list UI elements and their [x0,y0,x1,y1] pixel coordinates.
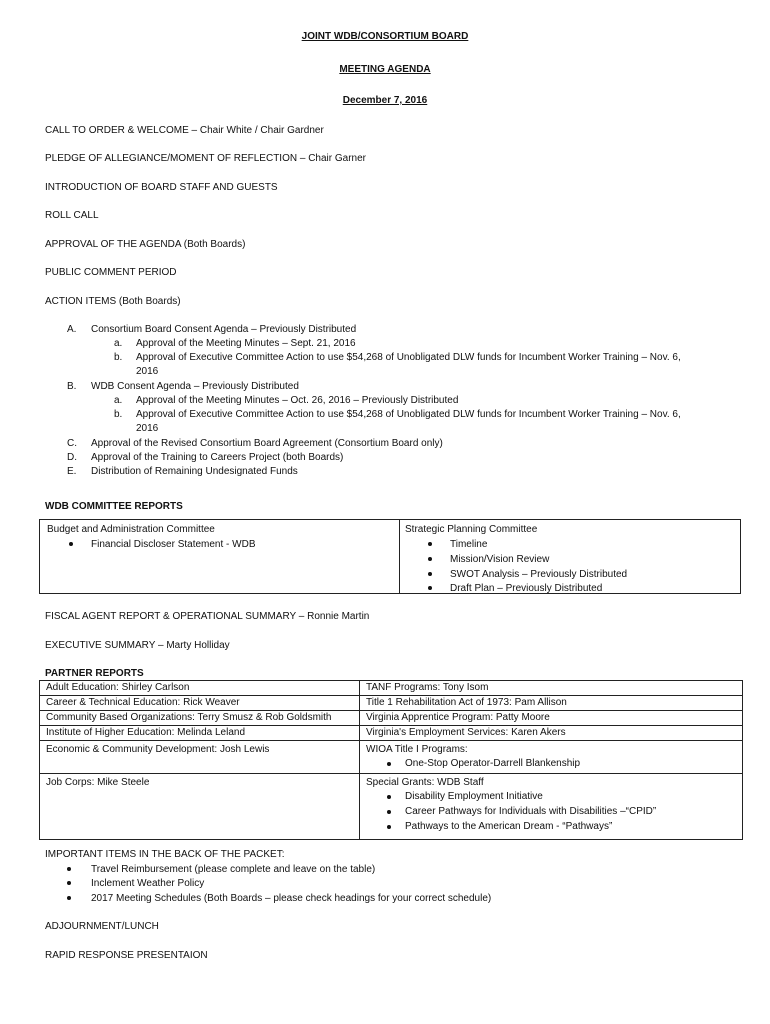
bullet-icon [387,825,391,829]
action-b-a-marker: a. [114,395,123,406]
committee-right-bullet [428,538,432,551]
committee-table [39,519,741,594]
action-e-text: Distribution of Remaining Undesignated Funds [91,466,298,477]
important-item: Inclement Weather Policy [91,878,205,889]
table-cell: Adult Education: Shirley Carlson [40,681,360,696]
committee-left-title: Budget and Administration Committee [47,524,215,535]
action-e-marker: E. [67,466,77,477]
agenda-call-to-order: CALL TO ORDER & WELCOME – Chair White / Chair Gardner [45,125,324,136]
table-cell: Virginia Apprentice Program: Patty Moore [360,711,743,726]
table-cell: Virginia's Employment Services: Karen Akers [360,726,743,741]
important-item: 2017 Meeting Schedules (Both Boards – please check headings for your correct schedule) [91,893,492,904]
bullet-icon [67,892,71,905]
adjournment: ADJOURNMENT/LUNCH [45,921,159,932]
committee-right-item: SWOT Analysis – Previously Distributed [450,569,628,580]
rapid-response: RAPID RESPONSE PRESENTAION [45,950,208,961]
agenda-approval: APPROVAL OF THE AGENDA (Both Boards) [45,239,246,250]
action-a-a-text: Approval of the Meeting Minutes – Sept. 21, 2016 [136,338,356,349]
fiscal-agent-report: FISCAL AGENT REPORT & OPERATIONAL SUMMARY – Ronnie Martin [45,611,370,622]
table-cell: Title 1 Rehabilitation Act of 1973: Pam Allison [360,696,743,711]
committee-heading: WDB COMMITTEE REPORTS [45,501,183,512]
table-cell: Job Corps: Mike Steele [40,774,360,840]
list-item-text: One-Stop Operator-Darrell Blankenship [405,758,581,769]
table-cell: Career & Technical Education: Rick Weaver [40,696,360,711]
action-a-a-marker: a. [114,338,123,349]
list-item-text: Disability Employment Initiative [405,791,543,802]
action-b-b-cont: 2016 [136,423,159,434]
action-a-b-text: Approval of Executive Committee Action to use $54,268 of Unobligated DLW funds for Incumbent Worker Training – Nov. 6, [136,352,681,363]
bullet-icon [67,863,71,876]
action-b-text: WDB Consent Agenda – Previously Distributed [91,381,299,392]
list-item [366,790,742,804]
action-b-b-text: Approval of Executive Committee Action to use $54,268 of Unobligated DLW funds for Incumbent Worker Training – Nov. 6, [136,409,681,420]
committee-right-title: Strategic Planning Committee [405,524,538,535]
action-a-b-marker: b. [114,352,123,363]
table-cell [360,741,743,774]
action-c-text: Approval of the Revised Consortium Board Agreement (Consortium Board only) [91,438,443,449]
document-subtitle: MEETING AGENDA [339,64,431,75]
agenda-introduction: INTRODUCTION OF BOARD STAFF AND GUESTS [45,182,278,193]
table-row [40,726,743,741]
agenda-roll-call: ROLL CALL [45,210,99,221]
action-b-a-text: Approval of the Meeting Minutes – Oct. 26, 2016 – Previously Distributed [136,395,459,406]
table-cell: Economic & Community Development: Josh Lewis [40,741,360,774]
action-d-text: Approval of the Training to Careers Project (both Boards) [91,452,344,463]
table-row [40,711,743,726]
bullet-icon [387,810,391,814]
table-row [40,774,743,840]
partner-heading: PARTNER REPORTS [45,668,144,679]
committee-right-bullet [428,582,432,595]
bullet-icon [387,795,391,799]
action-c-marker: C. [67,438,77,449]
action-a-marker: A. [67,324,77,335]
meeting-date: December 7, 2016 [342,95,428,106]
table-row [40,696,743,711]
table-cell: TANF Programs: Tony Isom [360,681,743,696]
agenda-action-items: ACTION ITEMS (Both Boards) [45,296,181,307]
partner-table [39,680,743,840]
document-title: JOINT WDB/CONSORTIUM BOARD [301,31,469,42]
agenda-public-comment: PUBLIC COMMENT PERIOD [45,267,177,278]
bullet-icon [387,762,391,766]
action-a-text: Consortium Board Consent Agenda – Previously Distributed [91,324,357,335]
table-cell [360,774,743,840]
important-heading: IMPORTANT ITEMS IN THE BACK OF THE PACKET: [45,849,285,860]
bullet-icon [67,877,71,890]
table-row [40,741,743,774]
table-cell: Institute of Higher Education: Melinda Leland [40,726,360,741]
committee-left-bullet [69,538,73,551]
committee-right-item: Timeline [450,539,488,550]
executive-summary: EXECUTIVE SUMMARY – Marty Holliday [45,640,230,651]
cell-title: Special Grants: WDB Staff [366,777,484,788]
list-item-text: Pathways to the American Dream - “Pathways” [405,821,613,832]
table-cell: Community Based Organizations: Terry Smusz & Rob Goldsmith [40,711,360,726]
list-item [366,805,742,819]
action-d-marker: D. [67,452,77,463]
committee-left-item: Financial Discloser Statement - WDB [91,539,256,550]
agenda-pledge: PLEDGE OF ALLEGIANCE/MOMENT OF REFLECTION – Chair Garner [45,153,367,164]
table-row [40,681,743,696]
committee-right-bullet [428,553,432,566]
action-b-marker: B. [67,381,77,392]
cell-title: WIOA Title I Programs: [366,744,468,755]
committee-right-bullet [428,568,432,581]
action-b-b-marker: b. [114,409,123,420]
committee-divider [399,520,400,593]
important-item: Travel Reimbursement (please complete and leave on the table) [91,864,376,875]
list-item [366,757,742,771]
action-a-b-cont: 2016 [136,366,159,377]
committee-right-item: Draft Plan – Previously Distributed [450,583,603,594]
list-item-text: Career Pathways for Individuals with Disabilities –“CPID” [405,806,657,817]
committee-right-item: Mission/Vision Review [450,554,550,565]
list-item [366,820,742,834]
